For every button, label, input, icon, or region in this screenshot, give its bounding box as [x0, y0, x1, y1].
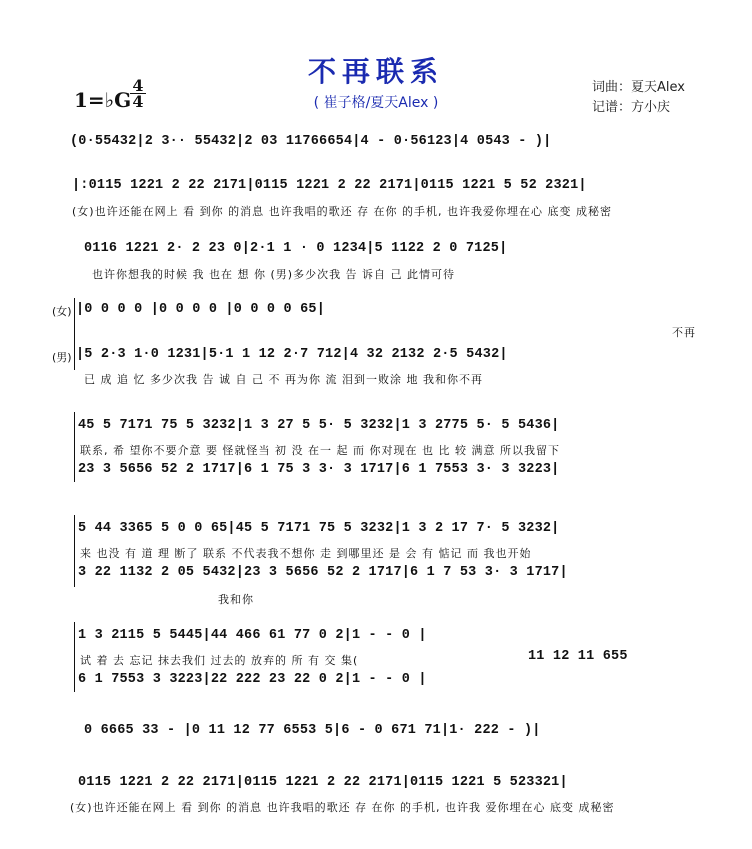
notation-row: 0115 1221 2 22 2171|0115 1221 2 22 2171|0115 1221 5 523321|: [78, 775, 568, 790]
notation-row: 11 12 11 655: [528, 649, 628, 664]
lyric-line: (女)也许还能在网上 看 到你 的消息 也许我唱的歌还 存 在你 的手机, 也许我 爱你埋在心 底变 成秘密: [70, 801, 615, 814]
lyric-line: 已 成 追 忆 多少次我 告 诚 自 己 不 再为你 流 泪到一败涂 地 我和你不再: [84, 373, 483, 386]
notation-row: 45 5 7171 75 5 3232|1 3 27 5 5· 5 3232|1 3 2775 5· 5 5436|: [78, 418, 560, 433]
system-brace: [74, 412, 75, 482]
lyric-line: 不再: [672, 326, 696, 339]
notation-row: 23 3 5656 52 2 1717|6 1 75 3 3· 3 1717|6 1 7553 3· 3 3223|: [78, 462, 560, 477]
time-signature: [130, 78, 146, 109]
notation-row: 6 1 7553 3 3223|22 222 23 22 0 2|1 - - 0 |: [78, 672, 427, 687]
system-brace: [74, 515, 75, 587]
female-part-label: (女): [52, 305, 72, 318]
time-numerator: 4: [132, 76, 144, 95]
time-denominator: 4: [130, 93, 146, 109]
song-title: 不再联系: [307, 55, 444, 88]
lyric-line: 来 也没 有 道 理 断了 联系 不代表我不想你 走 到哪里还 是 会 有 惦记 而 我也开始: [80, 547, 532, 560]
singer-credit: ( 崔子格/夏天Alex ): [313, 95, 439, 111]
notator-credit: 记谱：方小庆: [592, 100, 671, 115]
notation-row: 0 6665 33 - |0 11 12 77 6553 5|6 - 0 671 71|1· 222 - )|: [84, 723, 541, 738]
notation-row: |5 2·3 1·0 1231|5·1 1 12 2·7 712|4 32 2132 2·5 5432|: [76, 347, 508, 362]
notation-row: 1 3 2115 5 5445|44 466 61 77 0 2|1 - - 0 |: [78, 628, 427, 643]
lyric-line: 我和你: [218, 593, 254, 606]
lyric-line: 试 着 去 忘记 抹去我们 过去的 放弃的 所 有 交 集(: [80, 654, 359, 667]
lyric-line: (女)也许还能在网上 看 到你 的消息 也许我唱的歌还 存 在你 的手机, 也许我爱你埋在心 底变 成秘密: [72, 205, 613, 218]
notation-row: |:0115 1221 2 22 2171|0115 1221 2 22 2171|0115 1221 5 52 2321|: [72, 178, 587, 193]
lyric-line: 联系, 希 望你不要介意 要 怪就怪当 初 没 在一 起 而 你对现在 也 比 较 满意 所以我留下: [80, 444, 560, 457]
notation-row: 0116 1221 2· 2 23 0|2·1 1 · 0 1234|5 1122 2 0 7125|: [84, 241, 508, 256]
notation-row: 3 22 1132 2 05 5432|23 3 5656 52 2 1717|6 1 7 53 3· 3 1717|: [78, 565, 568, 580]
system-brace: [74, 298, 75, 370]
key-signature: 1=♭G: [74, 88, 132, 112]
notation-row: (0·55432|2 3·· 55432|2 03 11766654|4 - 0·56123|4 0543 - )|: [70, 134, 552, 149]
notation-row: 5 44 3365 5 0 0 65|45 5 7171 75 5 3232|1 3 2 17 7· 5 3232|: [78, 521, 560, 536]
male-part-label: (男): [52, 351, 72, 364]
lyricist-credit: 词曲：夏天Alex: [592, 80, 685, 95]
lyric-line: 也许你想我的时候 我 也在 想 你 (男)多少次我 告 诉自 己 此情可待: [92, 268, 456, 281]
notation-row: |0 0 0 0 |0 0 0 0 |0 0 0 0 65|: [76, 302, 326, 317]
system-brace: [74, 622, 75, 692]
